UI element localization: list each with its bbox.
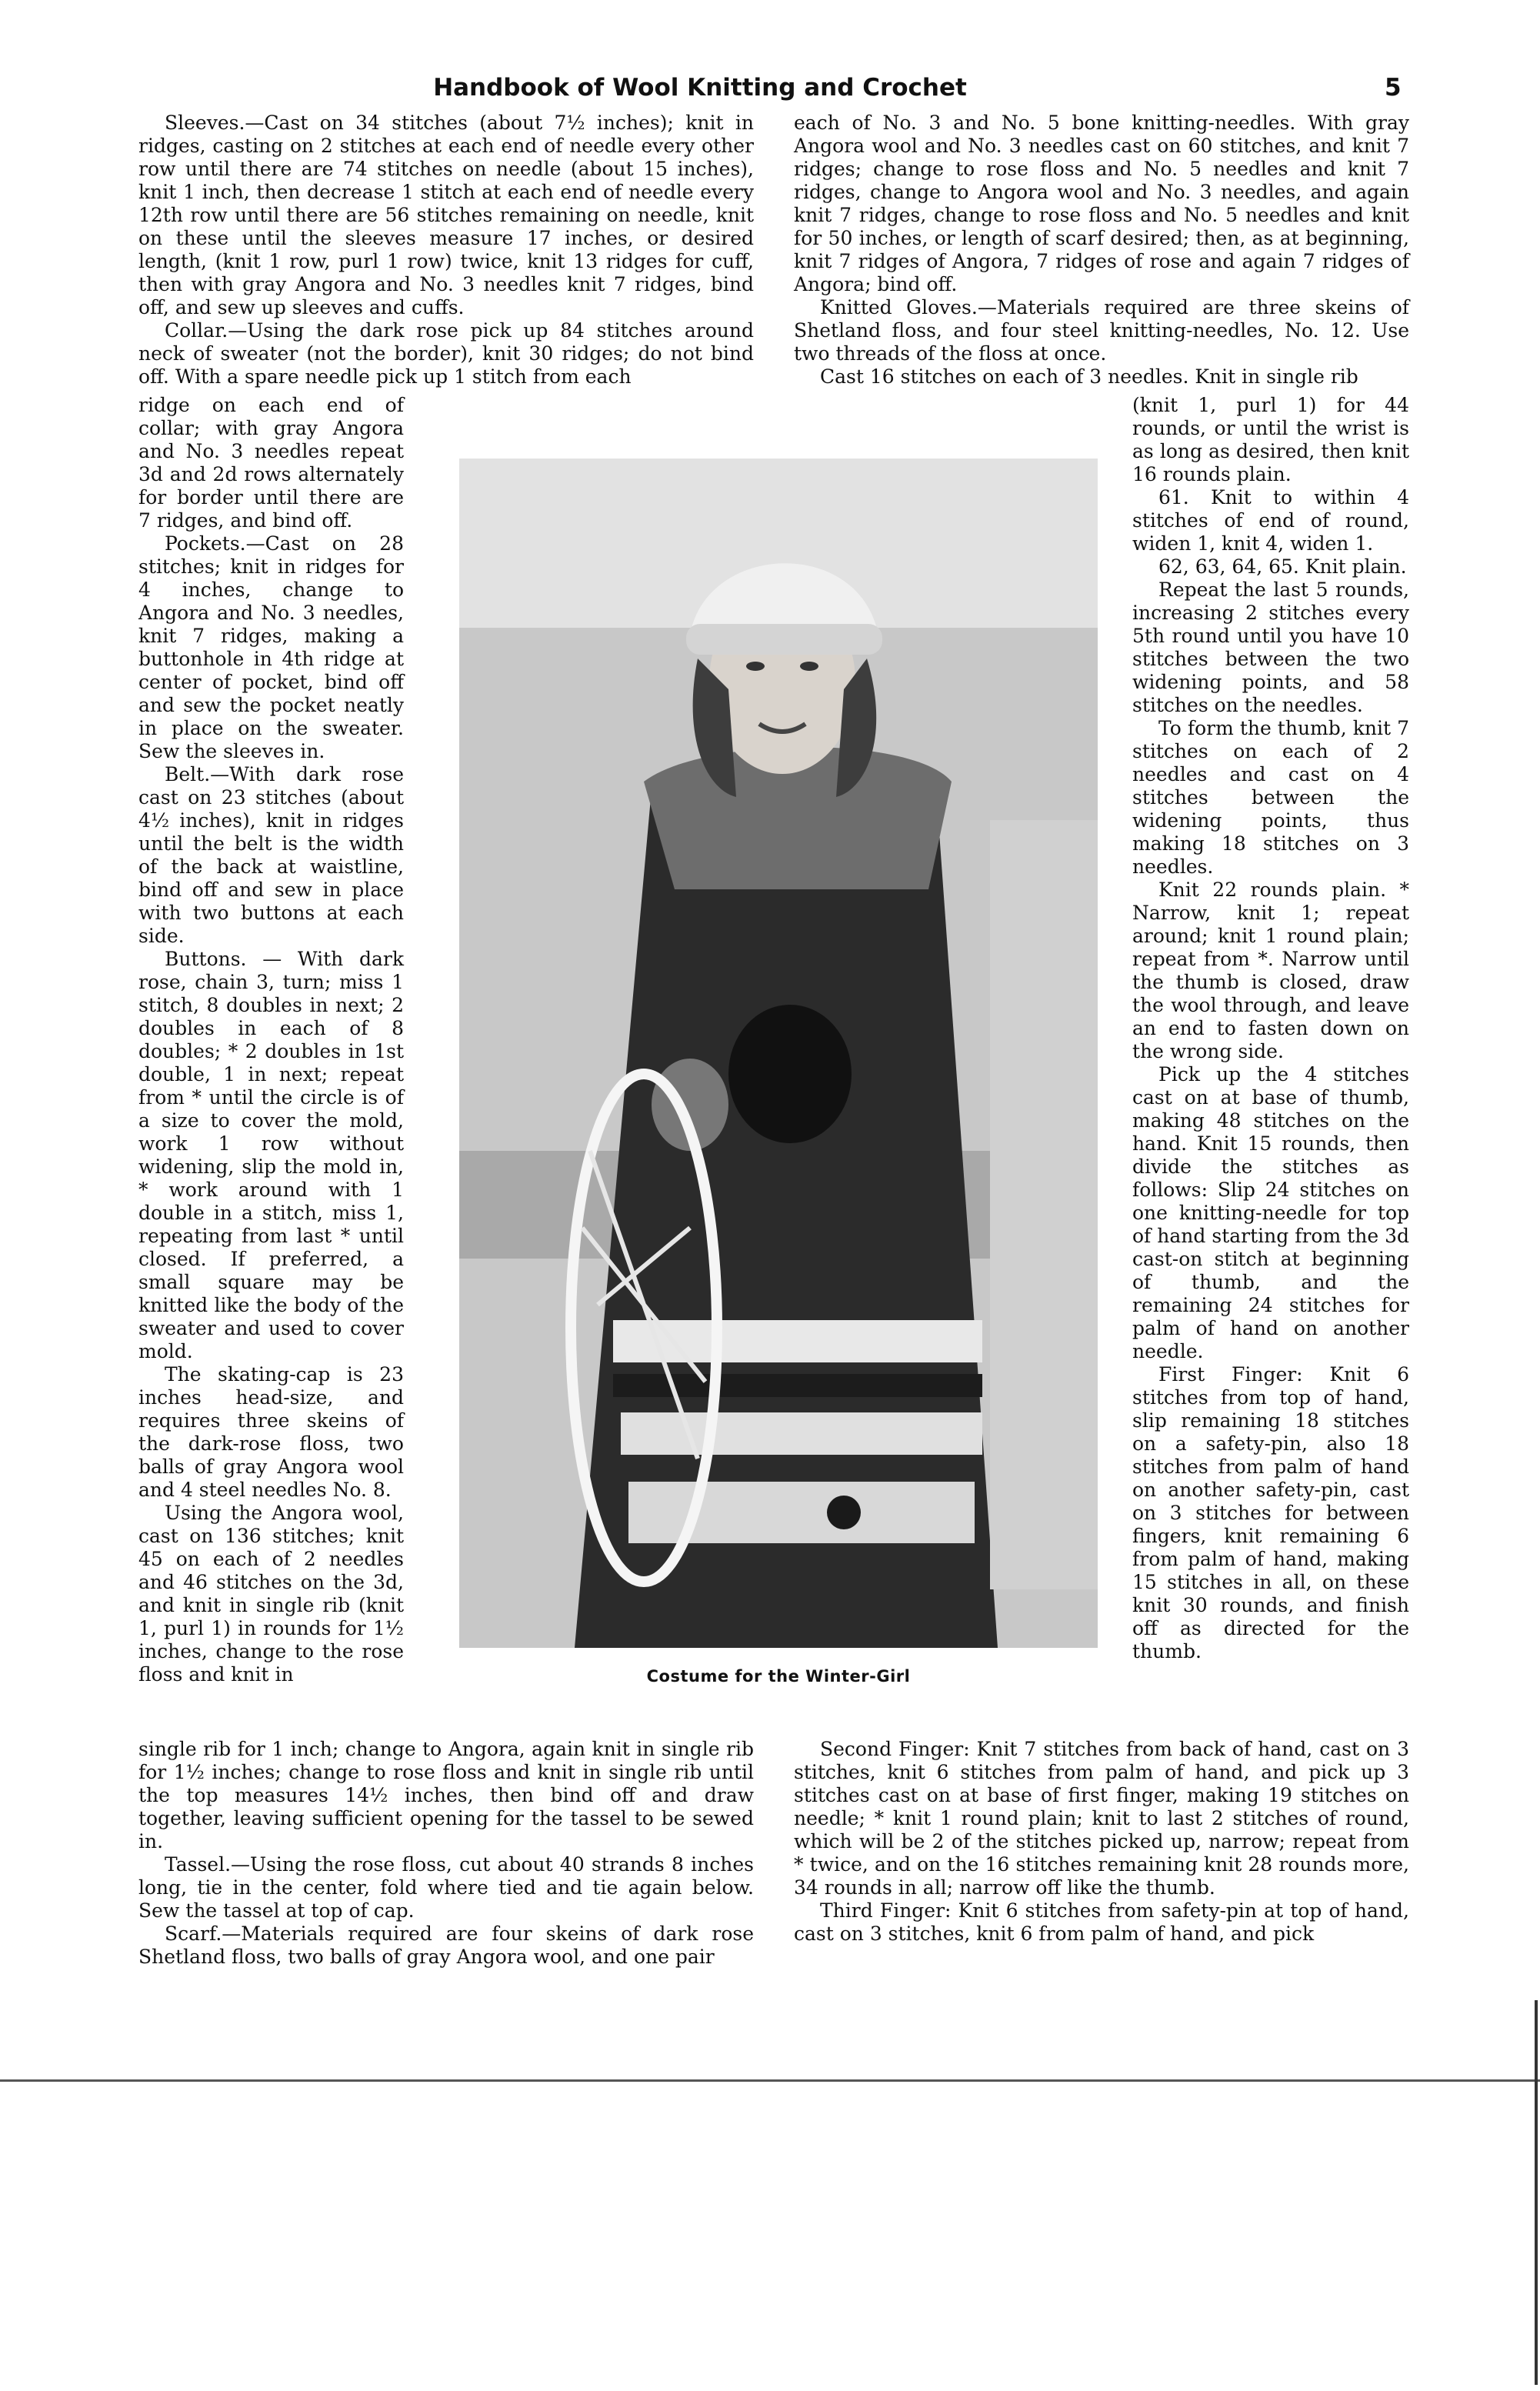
- paragraph-belt: Belt.—With dark rose cast on 23 stitches (about 4½ inches), knit in ridges until the belt is the width of the back at waistline, bind off and sew in place with two buttons at each side.: [138, 763, 404, 947]
- paragraph-second-finger: Second Finger: Knit 7 stitches from back of hand, cast on 3 stitches, knit 6 stitches from palm of hand, and pick up 3 stitches cast on at base of first finger, making 19 stitches on needle; * knit 1 round plain; knit to last 2 stitches of round, which will be 2 of the stitches picked up, narrow; repeat from * twice, and on the 16 stitches remaining knit 28 rounds more, 34 rounds in all; narrow off like the thumb.: [794, 1738, 1409, 1899]
- page-bottom-rule: [0, 2079, 1540, 2082]
- paragraph-cap-continued: single rib for 1 inch; change to Angora, again knit in single rib for 1½ inches; change to rose floss and knit in single rib until the top measures 14½ inches, then bind off and draw together, leaving sufficient opening for the tassel to be sewed in.: [138, 1738, 754, 1852]
- paragraph-rounds-62-65: 62, 63, 64, 65. Knit plain.: [1158, 555, 1407, 578]
- paragraph-scarf: Scarf.—Materials required are four skeins of dark rose Shetland floss, two balls of gray Angora wool, and one pair: [138, 1922, 754, 1968]
- photograph-illustration: [459, 459, 1098, 1648]
- page-number: 5: [1385, 74, 1402, 102]
- paragraph-first-finger: First Finger: Knit 6 stitches from top of hand, slip remaining 18 stitches on a safety-pin, also 18 stitches from palm of hand on another safety-pin, cast on 3 stitches for between fingers, knit remaining 6 from palm of hand, making 15 stitches in all, on these knit 30 rounds, and finish off as directed for the thumb.: [1132, 1363, 1409, 1662]
- right-column-bottom: [794, 1738, 1409, 1946]
- paragraph-tassel: Tassel.—Using the rose floss, cut about 40 strands 8 inches long, tie in the center, fold where tied and tie again below. Sew the tassel at top of cap.: [138, 1853, 754, 1922]
- right-column-top: [794, 112, 1409, 388]
- paragraph-scarf-continued: each of No. 3 and No. 5 bone knitting-needles. With gray Angora wool and No. 3 needles cast on 60 stitches, and knit 7 ridges; change to rose floss and No. 5 needles and knit 7 ridges, change to Angora wool and No. 3 needles, and again knit 7 ridges, change to rose floss and No. 5 needles and knit for 50 inches, or length of scarf desired; then, as at beginning, knit 7 ridges of Angora, 7 ridges of rose and again 7 ridges of Angora; bind off.: [794, 112, 1409, 295]
- paragraph-round-61: 61. Knit to within 4 stitches of end of round, widen 1, knit 4, widen 1.: [1132, 486, 1409, 555]
- paragraph-sleeves: Sleeves.—Cast on 34 stitches (about 7½ inches); knit in ridges, casting on 2 stitches at each end of needle every other row until there are 74 stitches on needle (about 15 inches), knit 1 inch, then decrease 1 stitch at each end of needle every 12th row until there are 56 stitches remaining on needle, knit on these until the sleeves measure 17 inches, or desired length, (knit 1 row, purl 1 row) twice, knit 13 ridges for cuff, then with gray Angora and No. 3 needles knit 7 ridges, bind off, and sew up sleeves and cuffs.: [138, 112, 754, 318]
- paragraph-pockets: Pockets.—Cast on 28 stitches; knit in ridges for 4 inches, change to Angora and No. 3 needles, knit 7 ridges, making a buttonhole in 4th ridge at center of pocket, bind off and sew the pocket neatly in place on the sweater. Sew the sleeves in.: [138, 532, 404, 762]
- paragraph-collar-continued: ridge on each end of collar; with gray Angora and No. 3 needles repeat 3d and 2d rows alternately for border until there are 7 ridges, and bind off.: [138, 394, 404, 532]
- paragraph-cap-instructions: Using the Angora wool, cast on 136 stitches; knit 45 on each of 2 needles and 46 stitches on the 3d, and knit in single rib (knit 1, purl 1) in rounds for 1½ inches, change to the rose floss and knit in: [138, 1502, 404, 1686]
- paragraph-skating-cap: The skating-cap is 23 inches head-size, and requires three skeins of the dark-rose floss, two balls of gray Angora wool and 4 steel needles No. 8.: [138, 1363, 404, 1501]
- running-header-title: Handbook of Wool Knitting and Crochet: [433, 74, 967, 102]
- paragraph-knitted-gloves: Knitted Gloves.—Materials required are three skeins of Shetland floss, and four steel knitting-needles, No. 12. Use two threads of the floss at once.: [794, 296, 1409, 365]
- paragraph-pick-up-stitches: Pick up the 4 stitches cast on at base of thumb, making 48 stitches on the hand. Knit 15 rounds, then divide the stitches as follows: Slip 24 stitches on one knitting-needle for top of hand starting from the 3d cast-on stitch at beginning of thumb, and the remaining 24 stitches for palm of hand on another needle.: [1132, 1063, 1409, 1362]
- paragraph-buttons: Buttons. — With dark rose, chain 3, turn; miss 1 stitch, 8 doubles in next; 2 doubles in each of 8 doubles; * 2 doubles in 1st double, 1 in next; repeat from * until the circle is of a size to cover the mold, work 1 row without widening, slip the mold in, * work around with 1 double in a stitch, miss 1, repeating from last * until closed. If preferred, a small square may be knitted like the body of the sweater and used to cover mold.: [138, 948, 404, 1362]
- winter-girl-photograph: [459, 459, 1098, 1648]
- figure-caption: Costume for the Winter-Girl: [646, 1667, 911, 1686]
- paragraph-collar: Collar.—Using the dark rose pick up 84 stitches around neck of sweater (not the border), knit 30 ridges; do not bind off. With a spare needle pick up 1 stitch from each: [138, 319, 754, 388]
- left-column-top: [138, 112, 754, 388]
- scan-edge-mark: [1535, 2000, 1538, 2385]
- paragraph-third-finger: Third Finger: Knit 6 stitches from safety-pin at top of hand, cast on 3 stitches, knit 6 from palm of hand, and pick: [794, 1899, 1409, 1945]
- paragraph-cast-16: Cast 16 stitches on each of 3 needles. Knit in single rib: [820, 365, 1358, 388]
- paragraph-narrow-thumb: Knit 22 rounds plain. * Narrow, knit 1; repeat around; knit 1 round plain; repeat from *. Narrow until the thumb is closed, draw the wool through, and leave an end to fasten down on the wrong side.: [1132, 879, 1409, 1062]
- paragraph-thumb: To form the thumb, knit 7 stitches on each of 2 needles and cast on 4 stitches between the widening points, thus making 18 stitches on 3 needles.: [1132, 717, 1409, 878]
- paragraph-rib-continued: (knit 1, purl 1) for 44 rounds, or until the wrist is as long as desired, then knit 16 rounds plain.: [1132, 394, 1409, 485]
- left-column-bottom: [138, 1738, 754, 1969]
- left-column-narrow: [138, 394, 404, 1686]
- paragraph-repeat-rounds: Repeat the last 5 rounds, increasing 2 stitches every 5th round until you have 10 stitches between the two widening points, and 58 stitches on the needles.: [1132, 579, 1409, 716]
- right-column-narrow: [1132, 394, 1409, 1663]
